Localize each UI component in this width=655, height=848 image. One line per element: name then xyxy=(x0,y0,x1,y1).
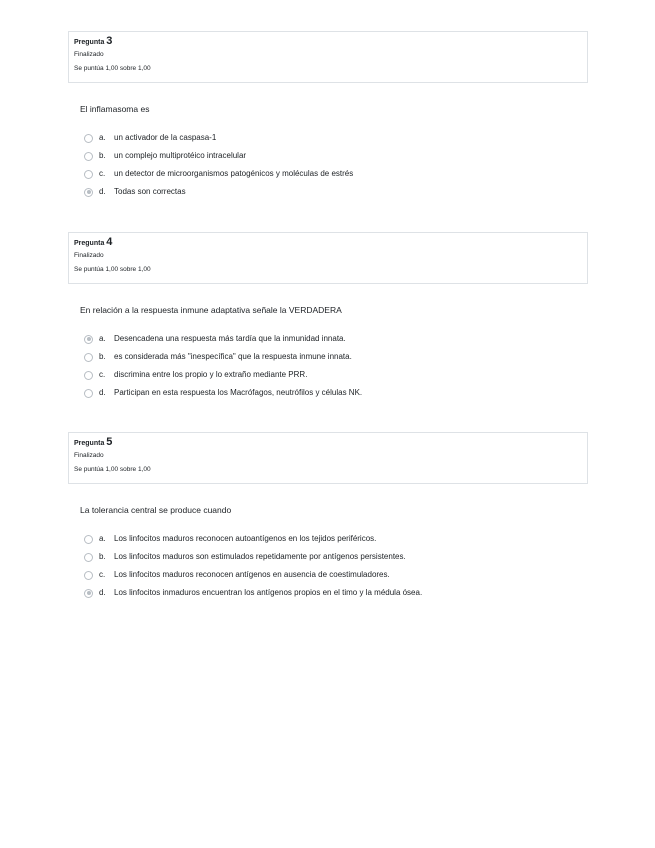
question-info-box xyxy=(68,31,588,83)
answer-letter: a. xyxy=(99,533,106,543)
radio-button[interactable] xyxy=(84,589,93,598)
answer-option-a[interactable] xyxy=(84,529,588,547)
question-label: Pregunta xyxy=(74,39,105,46)
answer-text: Desencadena una respuesta más tardía que la inmunidad innata. xyxy=(114,333,346,343)
answer-option-b[interactable] xyxy=(84,347,588,365)
question-text: La tolerancia central se produce cuando xyxy=(80,505,232,515)
answer-letter: b. xyxy=(99,351,106,361)
radio-button[interactable] xyxy=(84,170,93,179)
answer-text: Los linfocitos maduros reconocen antígenos en ausencia de coestimuladores. xyxy=(114,569,390,579)
answer-letter: b. xyxy=(99,150,106,160)
radio-button[interactable] xyxy=(84,335,93,344)
question-text: El inflamasoma es xyxy=(80,104,150,114)
question-title xyxy=(74,436,582,448)
question-5 xyxy=(68,432,588,601)
radio-button[interactable] xyxy=(84,353,93,362)
question-label: Pregunta xyxy=(74,440,105,447)
answer-letter: a. xyxy=(99,333,106,343)
answer-text: Participan en esta respuesta los Macrófagos, neutrófilos y células NK. xyxy=(114,387,363,397)
answer-text: es considerada más "inespecífica" que la respuesta inmune innata. xyxy=(114,351,352,361)
question-grade: Se puntúa 1,00 sobre 1,00 xyxy=(74,65,151,72)
radio-button[interactable] xyxy=(84,371,93,380)
answer-option-d[interactable] xyxy=(84,182,588,200)
answer-letter: b. xyxy=(99,551,106,561)
answer-text: discrimina entre los propio y lo extraño mediante PRR. xyxy=(114,369,308,379)
question-title xyxy=(74,236,582,248)
radio-button[interactable] xyxy=(84,188,93,197)
answer-letter: c. xyxy=(99,369,106,379)
answer-text: Los linfocitos maduros reconocen autoantígenos en los tejidos periféricos. xyxy=(114,533,377,543)
answer-option-c[interactable] xyxy=(84,565,588,583)
radio-button[interactable] xyxy=(84,535,93,544)
question-3 xyxy=(68,31,588,200)
question-state: Finalizado xyxy=(74,452,104,459)
question-state: Finalizado xyxy=(74,51,104,58)
question-info-box xyxy=(68,232,588,284)
answer-option-c[interactable] xyxy=(84,365,588,383)
question-text: En relación a la respuesta inmune adaptativa señale la VERDADERA xyxy=(80,305,342,315)
answer-text: un detector de microorganismos patogénicos y moléculas de estrés xyxy=(114,168,354,178)
question-number: 4 xyxy=(106,236,113,248)
answer-text: Los linfocitos maduros son estimulados repetidamente por antígenos persistentes. xyxy=(114,551,406,561)
question-4 xyxy=(68,232,588,401)
question-grade: Se puntúa 1,00 sobre 1,00 xyxy=(74,266,151,273)
answer-option-b[interactable] xyxy=(84,146,588,164)
answer-letter: d. xyxy=(99,587,106,597)
radio-button[interactable] xyxy=(84,389,93,398)
answer-letter: d. xyxy=(99,387,106,397)
answer-option-d[interactable] xyxy=(84,583,588,601)
answer-option-a[interactable] xyxy=(84,329,588,347)
answer-list xyxy=(84,128,588,200)
radio-button[interactable] xyxy=(84,152,93,161)
answer-list xyxy=(84,529,588,601)
question-label: Pregunta xyxy=(74,240,105,247)
answer-text: Los linfocitos inmaduros encuentran los antígenos propios en el timo y la médula ósea. xyxy=(114,587,423,597)
answer-letter: a. xyxy=(99,132,106,142)
question-state: Finalizado xyxy=(74,252,104,259)
answer-letter: c. xyxy=(99,569,106,579)
answer-text: un activador de la caspasa-1 xyxy=(114,132,217,142)
answer-text: un complejo multiprotéico intracelular xyxy=(114,150,247,160)
question-title xyxy=(74,35,582,47)
answer-option-a[interactable] xyxy=(84,128,588,146)
answer-option-c[interactable] xyxy=(84,164,588,182)
answer-letter: d. xyxy=(99,186,106,196)
answer-option-d[interactable] xyxy=(84,383,588,401)
question-number: 3 xyxy=(106,35,113,47)
answer-list xyxy=(84,329,588,401)
radio-button[interactable] xyxy=(84,571,93,580)
answer-option-b[interactable] xyxy=(84,547,588,565)
question-info-box xyxy=(68,432,588,484)
question-number: 5 xyxy=(106,436,113,448)
radio-button[interactable] xyxy=(84,553,93,562)
answer-letter: c. xyxy=(99,168,106,178)
question-grade: Se puntúa 1,00 sobre 1,00 xyxy=(74,466,151,473)
radio-button[interactable] xyxy=(84,134,93,143)
answer-text: Todas son correctas xyxy=(114,186,186,196)
